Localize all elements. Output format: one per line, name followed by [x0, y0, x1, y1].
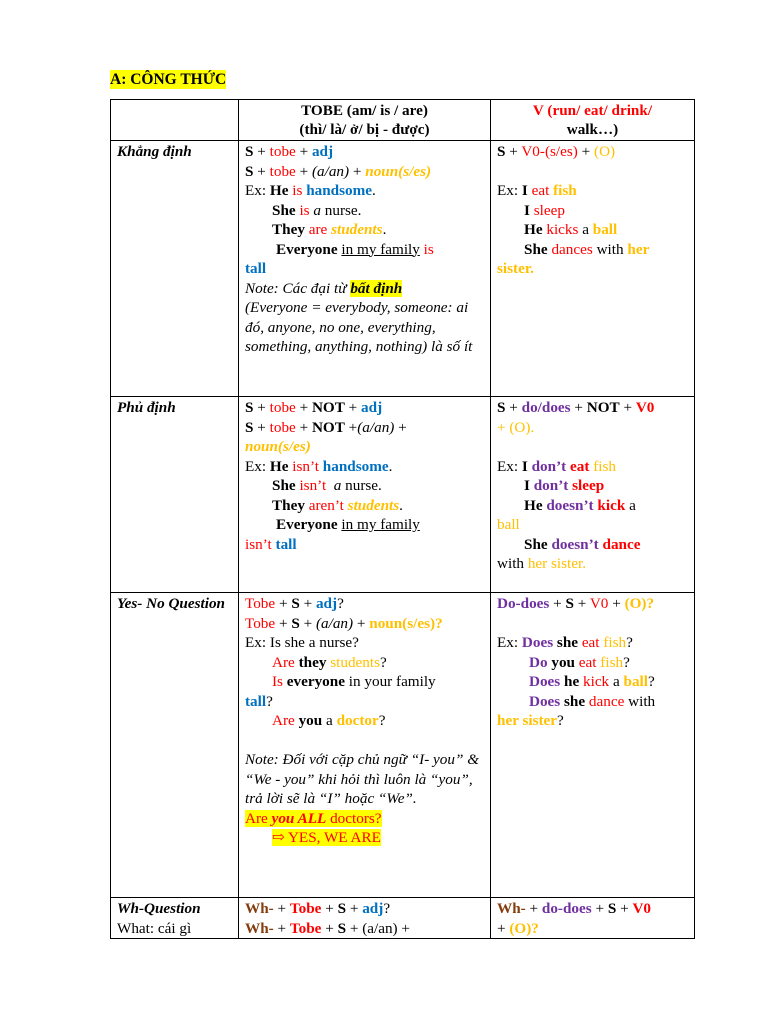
table-header-row [111, 100, 695, 141]
example-line: Do you eat fish? [529, 653, 630, 671]
yesno-tobe-cell [239, 593, 491, 898]
note-text: Note: Đối với cặp chủ ngữ “I- you” & “We - you” khi hỏi thì luôn là “you”, trả lời sẽ là “I” hoặc “We”. [245, 751, 480, 807]
table-row-phu-dinh [111, 397, 695, 593]
example-line: Does she dance with [529, 692, 656, 710]
example-line: with her sister. [497, 555, 587, 572]
header-verb-cell [491, 100, 695, 141]
row-label-yes-no: Yes- No Question [111, 593, 239, 898]
example-line: Are they students? [272, 653, 387, 671]
example-line: Ex: He is handsome. [245, 182, 376, 199]
row-label-wh-question: Wh-Question What: cái gì [111, 898, 239, 939]
formula-line: S + tobe + NOT +(a/an) + [245, 418, 407, 436]
table-row-wh-question [111, 898, 695, 939]
formula-line: noun(s/es) [245, 438, 311, 455]
row-sublabel-what: What: cái gì [117, 919, 192, 937]
example-line: Ex: I eat fish [497, 182, 577, 199]
wh-tobe-cell [239, 898, 491, 939]
example-line: Ex: Does she eat fish? [497, 634, 633, 651]
example-line: She is a nurse. [272, 201, 362, 219]
formula-line: + (O)? [497, 919, 539, 937]
note-text: Note: Các đại từ bất định (Everyone = everybody, someone: ai đó, anyone, no one, everything, something, anything, nothing) là số ít [245, 279, 473, 355]
header-empty-cell [111, 100, 239, 141]
khang-tobe-cell [239, 141, 491, 397]
example-line: Is everyone in your family [272, 673, 436, 690]
formula-line: Do-does + S + V0 + (O)? [497, 595, 655, 612]
example-line: He doesn’t kick a [524, 496, 636, 514]
formula-line: S + do/does + NOT + V0 [497, 399, 655, 416]
example-line: Does he kick a ball? [529, 673, 655, 690]
example-line: She dances with her [524, 240, 650, 258]
formula-line: Wh- + Tobe + S + (a/an) + [245, 919, 410, 937]
formula-line: S + tobe + NOT + adj [245, 399, 383, 416]
yesno-verb-cell [491, 593, 695, 898]
example-line: Ex: He isn’t handsome. [245, 457, 393, 475]
example-line: Everyone in my family is [276, 240, 434, 258]
example-line: She doesn’t dance [524, 535, 641, 553]
example-line: They are students. [272, 221, 387, 238]
example-line: Everyone in my family [276, 516, 420, 533]
header-tobe-cell [239, 100, 491, 141]
header-verb-line2: walk…) [566, 121, 619, 138]
header-tobe-line2: (thì/ là/ ở/ bị - được) [299, 121, 430, 138]
phu-verb-cell [491, 397, 695, 593]
table-row-khang-dinh [111, 141, 695, 397]
example-line: tall? [245, 692, 273, 710]
example-line: Are you ALL doctors? [245, 809, 382, 827]
example-line: He kicks a ball [524, 221, 618, 238]
example-line: Ex: I don’t eat fish [497, 457, 616, 475]
example-line: Are you a doctor? [272, 712, 386, 729]
formula-line: + (O). [497, 418, 535, 436]
section-heading: A: CÔNG THỨC [110, 71, 227, 88]
example-line: She isn’t a nurse. [272, 477, 382, 494]
example-line: ball [497, 516, 520, 533]
header-tobe-line1: TOBE (am/ is / are) [301, 102, 428, 119]
row-label-khang-dinh: Khẳng định [111, 141, 239, 397]
example-line: her sister? [497, 712, 564, 729]
formula-line: S + tobe + adj [245, 143, 334, 160]
example-line: tall [245, 260, 267, 277]
example-line: They aren’t students. [272, 496, 403, 514]
formula-line: S + V0-(s/es) + (O) [497, 143, 616, 160]
formula-line: Wh- + Tobe + S + adj? [245, 900, 391, 917]
formula-line: Tobe + S + adj? [245, 595, 344, 612]
formula-line: S + tobe + (a/an) + noun(s/es) [245, 162, 432, 180]
example-line: Ex: Is she a nurse? [245, 634, 359, 651]
formula-line: Wh- + do-does + S + V0 [497, 900, 652, 917]
header-verb-line1: V (run/ eat/ drink/ [532, 102, 653, 119]
row-label-phu-dinh: Phủ định [111, 397, 239, 593]
example-line: isn’t tall [245, 535, 297, 553]
table-row-yes-no [111, 593, 695, 898]
wh-verb-cell [491, 898, 695, 939]
phu-tobe-cell [239, 397, 491, 593]
answer-line: ⇨ YES, WE ARE [272, 829, 381, 846]
grammar-table [110, 99, 695, 939]
formula-line: Tobe + S + (a/an) + noun(s/es)? [245, 614, 443, 632]
example-line: sister. [497, 260, 534, 277]
example-line: I don’t sleep [524, 477, 605, 494]
khang-verb-cell [491, 141, 695, 397]
example-line: I sleep [524, 201, 565, 219]
